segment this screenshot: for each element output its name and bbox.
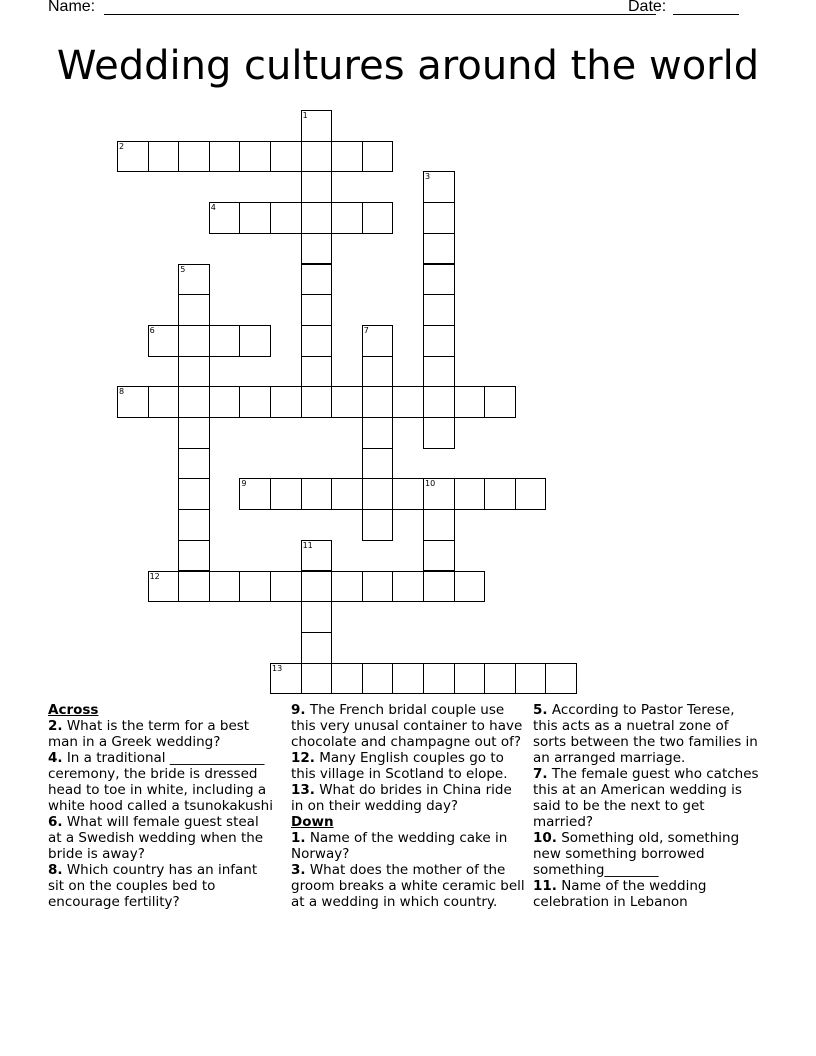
date-label: Date: (628, 0, 667, 15)
grid-cell[interactable] (301, 386, 333, 418)
grid-cell[interactable] (178, 448, 210, 480)
grid-cell[interactable] (454, 478, 486, 510)
grid-cell[interactable] (270, 478, 302, 510)
clue-number: 7. (533, 766, 548, 782)
cell-number: 4 (210, 203, 216, 213)
clue-item (533, 702, 763, 766)
clue-item (48, 718, 276, 750)
cell-number: 7 (363, 325, 369, 335)
grid-cell[interactable] (362, 141, 394, 173)
grid-cell[interactable] (117, 386, 149, 418)
grid-cell[interactable] (362, 663, 394, 695)
clue-text: The French bridal couple use this very unusal container to have chocolate and champagne out of? (291, 702, 523, 750)
grid-cell[interactable] (209, 325, 241, 357)
clues-column-2 (291, 702, 527, 910)
section-heading: Down (291, 814, 334, 830)
grid-cell[interactable] (301, 233, 333, 265)
grid-cell[interactable] (362, 386, 394, 418)
grid-cell[interactable] (362, 478, 394, 510)
cell-number: 12 (149, 571, 160, 581)
clue-text: According to Pastor Terese, this acts as a nuetral zone of sorts between the two families in an arranged marriage. (533, 702, 758, 766)
grid-cell[interactable] (178, 264, 210, 296)
grid-cell[interactable] (362, 448, 394, 480)
grid-cell[interactable] (239, 478, 271, 510)
grid-cell[interactable] (178, 386, 210, 418)
clue-text: What does the mother of the groom breaks a white ceramic bell at a wedding in which country. (291, 862, 525, 910)
grid-cell[interactable] (301, 202, 333, 234)
grid-cell[interactable] (301, 540, 333, 572)
grid-cell[interactable] (484, 386, 516, 418)
grid-cell[interactable] (454, 663, 486, 695)
grid-cell[interactable] (423, 540, 455, 572)
grid-cell[interactable] (301, 571, 333, 603)
grid-cell[interactable] (301, 663, 333, 695)
cell-number: 3 (425, 172, 431, 182)
grid-cell[interactable] (423, 386, 455, 418)
clue-number: 12. (291, 750, 315, 766)
grid-cell[interactable] (545, 663, 577, 695)
clue-item (291, 702, 527, 750)
grid-cell[interactable] (301, 171, 333, 203)
grid-cell[interactable] (239, 202, 271, 234)
grid-cell[interactable] (178, 571, 210, 603)
clue-item (48, 814, 276, 862)
cell-number: 9 (241, 479, 247, 489)
clue-number: 9. (291, 702, 306, 718)
header-row (48, 0, 748, 20)
clues-column-1 (48, 702, 276, 910)
grid-cell[interactable] (117, 141, 149, 173)
grid-cell[interactable] (301, 264, 333, 296)
grid-cell[interactable] (362, 509, 394, 541)
grid-cell[interactable] (239, 141, 271, 173)
page-title: Wedding cultures around the world (56, 43, 760, 89)
clue-text: Something old, something new something borrowed something________ (533, 830, 740, 878)
grid-cell[interactable] (331, 141, 363, 173)
grid-cell[interactable] (270, 663, 302, 695)
grid-cell[interactable] (178, 294, 210, 326)
clue-text: Which country has an infant sit on the couples bed to encourage fertility? (48, 862, 258, 910)
grid-cell[interactable] (209, 141, 241, 173)
grid-cell[interactable] (362, 571, 394, 603)
clue-text: What do brides in China ride in on their wedding day? (291, 782, 512, 814)
grid-cell[interactable] (301, 632, 333, 664)
grid-cell[interactable] (301, 294, 333, 326)
clue-number: 1. (291, 830, 306, 846)
grid-cell[interactable] (454, 386, 486, 418)
grid-cell[interactable] (270, 386, 302, 418)
cell-number: 8 (119, 387, 125, 397)
grid-cell[interactable] (148, 141, 180, 173)
clue-item (291, 750, 527, 782)
grid-cell[interactable] (423, 571, 455, 603)
grid-cell[interactable] (301, 601, 333, 633)
grid-cell[interactable] (331, 663, 363, 695)
clue-number: 6. (48, 814, 63, 830)
clue-text: What will female guest steal at a Swedish wedding when the bride is away? (48, 814, 264, 862)
grid-cell[interactable] (423, 233, 455, 265)
grid-cell[interactable] (178, 356, 210, 388)
grid-cell[interactable] (178, 509, 210, 541)
clue-item (291, 830, 527, 862)
grid-cell[interactable] (423, 478, 455, 510)
grid-cell[interactable] (423, 202, 455, 234)
clue-item (533, 830, 763, 878)
grid-cell[interactable] (331, 478, 363, 510)
clue-number: 10. (533, 830, 557, 846)
clue-item (533, 878, 763, 910)
clue-number: 3. (291, 862, 306, 878)
grid-cell[interactable] (423, 509, 455, 541)
grid-cell[interactable] (423, 325, 455, 357)
grid-cell[interactable] (392, 386, 424, 418)
grid-cell[interactable] (239, 386, 271, 418)
cell-number: 1 (302, 111, 308, 120)
clue-item (48, 750, 276, 814)
grid-cell[interactable] (148, 386, 180, 418)
grid-cell[interactable] (239, 571, 271, 603)
grid-cell[interactable] (301, 141, 333, 173)
grid-cell[interactable] (423, 294, 455, 326)
grid-cell[interactable] (362, 417, 394, 449)
cell-number: 11 (302, 540, 313, 550)
grid-cell[interactable] (301, 478, 333, 510)
grid-cell[interactable] (515, 478, 547, 510)
clue-text: Name of the wedding cake in Norway? (291, 830, 508, 862)
grid-cell[interactable] (270, 202, 302, 234)
cell-number: 5 (180, 264, 186, 274)
grid-cell[interactable] (148, 571, 180, 603)
grid-cell[interactable] (270, 141, 302, 173)
grid-cell[interactable] (423, 171, 455, 203)
grid-cell[interactable] (392, 571, 424, 603)
grid-cell[interactable] (392, 663, 424, 695)
clue-item (291, 782, 527, 814)
grid-cell[interactable] (454, 571, 486, 603)
cell-number: 10 (425, 479, 436, 489)
grid-cell[interactable] (484, 663, 516, 695)
grid-cell[interactable] (392, 478, 424, 510)
clue-number: 5. (533, 702, 548, 718)
clue-item (533, 766, 763, 830)
grid-cell[interactable] (209, 571, 241, 603)
grid-cell[interactable] (423, 663, 455, 695)
grid-cell[interactable] (423, 264, 455, 296)
clues-column-3 (533, 702, 763, 910)
grid-cell[interactable] (178, 540, 210, 572)
clue-item (48, 862, 276, 910)
clue-number: 8. (48, 862, 63, 878)
grid-cell[interactable] (148, 325, 180, 357)
grid-cell[interactable] (209, 202, 241, 234)
grid-cell[interactable] (331, 386, 363, 418)
clue-text: What is the term for a best man in a Greek wedding? (48, 718, 250, 750)
date-line[interactable] (673, 14, 739, 15)
clue-number: 11. (533, 878, 557, 894)
grid-cell[interactable] (331, 202, 363, 234)
clue-text: The female guest who catches this at an American wedding is said to be the next to get married? (533, 766, 759, 830)
section-heading: Across (48, 702, 99, 718)
grid-cell[interactable] (515, 663, 547, 695)
cell-number: 2 (119, 141, 125, 151)
cell-number: 6 (149, 325, 155, 335)
grid-cell[interactable] (270, 571, 302, 603)
grid-cell[interactable] (362, 202, 394, 234)
grid-cell[interactable] (301, 325, 333, 357)
grid-cell[interactable] (178, 141, 210, 173)
grid-cell[interactable] (423, 417, 455, 449)
clue-item (291, 862, 527, 910)
grid-cell[interactable] (423, 356, 455, 388)
grid-cell[interactable] (301, 356, 333, 388)
grid-cell[interactable] (301, 110, 333, 142)
clue-text: Name of the wedding celebration in Lebanon (533, 878, 707, 910)
clue-text: Many English couples go to this village in Scotland to elope. (291, 750, 508, 782)
grid-cell[interactable] (484, 478, 516, 510)
grid-cell[interactable] (331, 571, 363, 603)
grid-cell[interactable] (178, 417, 210, 449)
cell-number: 13 (272, 663, 283, 673)
name-label: Name: (48, 0, 96, 15)
clue-number: 4. (48, 750, 63, 766)
grid-cell[interactable] (239, 325, 271, 357)
name-line[interactable] (104, 14, 656, 15)
grid-cell[interactable] (178, 478, 210, 510)
clue-number: 13. (291, 782, 315, 798)
grid-cell[interactable] (362, 325, 394, 357)
grid-cell[interactable] (178, 325, 210, 357)
clue-number: 2. (48, 718, 63, 734)
grid-cell[interactable] (362, 356, 394, 388)
grid-cell[interactable] (209, 386, 241, 418)
clue-text: In a traditional ______________ ceremony, the bride is dressed head to toe in white, including a white hood called a tsunokakushi (48, 750, 273, 814)
